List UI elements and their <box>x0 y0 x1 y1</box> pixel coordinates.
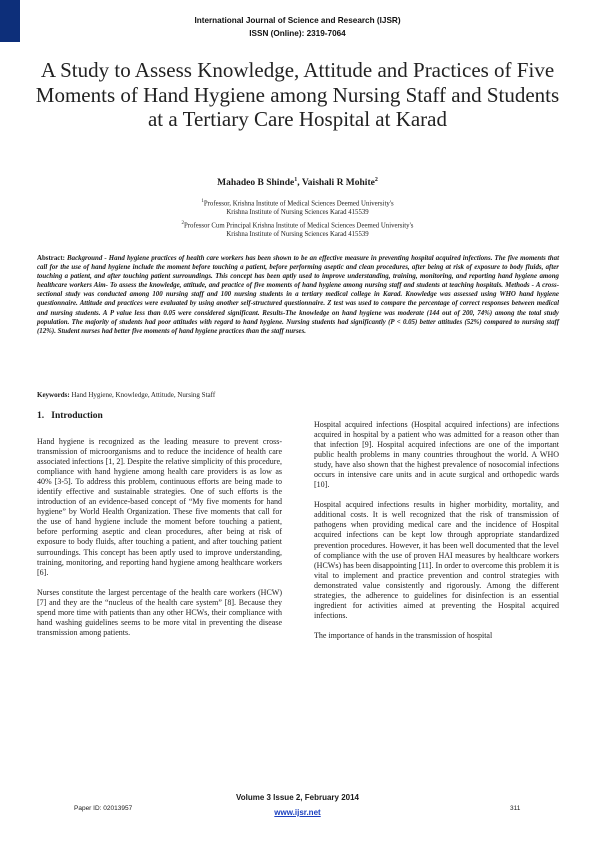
affiliation-line: Professor, Krishna Institute of Medical Sciences Deemed University's <box>203 200 394 208</box>
affiliation <box>0 219 595 240</box>
abstract <box>37 254 559 336</box>
body-paragraph: Nurses constitute the largest percentage of the health care workers (HCW) [7] and they are the “nucleus of the health care system” [8]. Because they spend more time with patients than any other HCWs, their compliance with hand washing guidelines seems to be more vital in preventing the disease transmission among patients. <box>37 587 282 637</box>
affiliation-line: Professor Cum Principal Krishna Institute of Medical Sciences Deemed University's <box>184 222 414 230</box>
page-number: 311 <box>510 805 521 812</box>
right-column <box>314 420 559 641</box>
body-paragraph: Hand hygiene is recognized as the leading measure to prevent cross-transmission of microorganisms and to reduce the incidence of health care associated infections [1, 2]. Despite the relative simplicity of this procedure, compliance with hand hygiene among health care providers is as low as 40% [3-5]. To address this problem, continuous efforts are being made to identify effective and sustainable strategies. One of such efforts is the introduction of an evidence-based concept of “My five moments for hand hygiene” by World Health Organization. These five moments that call for the use of hand hygiene include the moment before touching a patient, before performing aseptic and clean procedures, after being at risk of exposure to body fluids, after touching a patient, and after touching patient surroundings. This concept has been aptly used to improve understanding, training, monitoring, and reporting hand hygiene among healthcare workers [6]. <box>37 437 282 577</box>
affiliation-marker: 2 <box>181 221 185 226</box>
affiliation <box>0 197 595 218</box>
left-column <box>37 437 282 638</box>
section-title: Introduction <box>51 411 103 421</box>
body-paragraph: The importance of hands in the transmission of hospital <box>314 630 493 640</box>
paper-id: Paper ID: 02013957 <box>74 805 133 812</box>
keywords-label: Keywords: <box>37 391 70 399</box>
abstract-text: Background - Hand hygiene practices of health care workers has been shown to be an effective measure in preventing hospital acquired infections. The five moments that call for the use of hand hygiene include the moment before touching a patient, before performing aseptic and clean procedures, after being at risk of exposure to body fluids, after touching a patient, and after touching patient surroundings. This concept has been aptly used to improve understanding, training, monitoring, and reporting hand hygiene among healthcare workers Aim- To assess the knowledge, attitude, and practice of five moments of hand hygiene among nursing staff and students at teaching hospitals. Methods - A cross-sectional study was conducted among 100 nursing staff and 100 nursing students in a tertiary medical college in Karad. Knowledge was assessed using WHO hand hygiene questionnaire. Attitude and practices were evaluated by using another self-structured questionnaire. Z test was used to compare the percentage of correct responses between medical and nursing students. A P value less than 0.05 were considered significant. Results-The knowledge on hand hygiene was moderate (144 out of 200, 74%) among the total study population. The majority of students had poor attitudes with regard to hand hygiene. Nursing students had significantly (P < 0.05) better attitudes (52%) compared to nursing staff (12%). Student nurses had better five moments of hand hygiene practices than the staff nurses. <box>37 255 559 335</box>
footer-issue: Volume 3 Issue 2, February 2014 <box>235 793 360 802</box>
body-paragraph: Hospital acquired infections (Hospital acquired infections) are infections acquired in hospital by a patient who was admitted for a reason other than that infection [9]. Hospital acquired infections are one of the important public health problems in many countries throughout the world. A WHO study, have also shown that the highest prevalence of nosocomial infections occurs in intensive care units and in acute surgical and orthopedic wards [10]. <box>314 420 559 490</box>
author-separator: , <box>297 178 302 189</box>
body-paragraph: Hospital acquired infections results in higher morbidity, mortality, and additional costs. It is well recognized that the risk of transmission of pathogens when providing medical care and the incidence of Hospital acquired infections can be kept low through appropriate standardized prevention procedures. However, it has been well documented that the level of compliance with the use of proven HAI measures by healthcare workers (HCWs) has been disappointing [11]. In order to overcome this problem it is vital to implement and practice prevention and control strategies with demonstrated value consistently and rigorously. Among the different strategies, the adherence to guidelines for disinfection is an essential ingredient for activities aimed at preventing the Hospital acquired infections. <box>314 500 559 620</box>
author-name: Vaishali R Mohite <box>301 178 375 189</box>
affiliation-marker: 1 <box>201 199 204 204</box>
author-line <box>0 177 595 188</box>
affiliation-line: Krishna Institute of Nursing Sciences Karad 415539 <box>226 209 369 217</box>
author-name: Mahadeo B Shinde <box>217 178 295 189</box>
keywords <box>37 391 559 399</box>
abstract-label: Abstract: <box>37 255 65 262</box>
author-affiliation-marker: 1 <box>294 177 298 183</box>
paper-title: A Study to Assess Knowledge, Attitude and Practices of Five Moments of Hand Hygiene among Nursing Staff and Students at a Tertiary Care Hospital at Karad <box>35 58 560 131</box>
section-number: 1. <box>37 411 45 421</box>
journal-issn: ISSN (Online): 2319-7064 <box>249 29 346 38</box>
author-affiliation-marker: 2 <box>374 177 378 183</box>
affiliation-line: Krishna Institute of Nursing Sciences Karad 415539 <box>226 231 369 239</box>
journal-name: International Journal of Science and Research (IJSR) <box>194 16 401 25</box>
keywords-text: Hand Hygiene, Knowledge, Attitude, Nursing Staff <box>71 391 216 399</box>
section-heading <box>37 411 103 421</box>
footer-journal-link[interactable]: www.ijsr.net <box>274 808 321 817</box>
